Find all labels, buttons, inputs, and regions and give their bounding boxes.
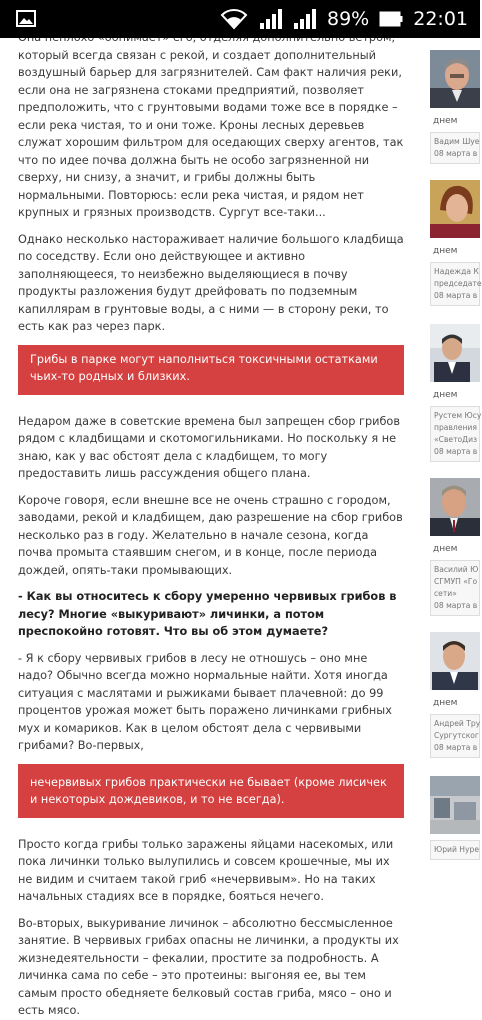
card-caption-line: СГМУП «Го: [434, 577, 478, 586]
battery-percent: 89%: [327, 8, 370, 30]
card-caption-line: 08 марта в: [434, 291, 478, 300]
article-paragraph: Просто когда грибы только заражены яйцами насекомых, или пока личинки только вылупились и совсем крошечные, мы их не видим и считаем такой гриб «нечервивым». Но на таких начальных стадиях все в порядке, бояться нечего.: [18, 837, 394, 903]
person-photo[interactable]: [430, 478, 480, 536]
person-photo[interactable]: [430, 632, 480, 690]
card-caption-line: председате: [434, 279, 482, 288]
sidebar-card[interactable]: [430, 324, 480, 462]
gallery-icon: [16, 10, 36, 27]
article-paragraph: который всегда связан с рекой, и создает дополнительный воздушный барьер для загрязнителей. Сам факт наличия реки, если она не загрязнена стоками предприятий, позволяет предположить, что с грунтовыми водами тоже все в порядке – если река чистая, то и они тоже. Кроны лесных деревьев служат хорошим фильтром для оседающих сверху агентов, так что по идее почва должна быть не особо загрязненной ни сверху, ни снизу, а значит, и грибы должны быть нормальными. Повторюсь: если река чистая, и рядом нет крупных и грязных производств. Сургут все-таки...: [18, 48, 404, 219]
status-bar: [0, 0, 480, 38]
pull-quote: Грибы в парке могут наполниться токсичными остатками чьих-то родных и близких.: [18, 345, 404, 395]
signal-icon: [293, 8, 317, 30]
clock: 22:01: [413, 8, 468, 30]
article-paragraph: Короче говоря, если внешне все не очень страшно с городом, заводами, рекой и кладбищем, даю разрешение на сбор грибов несколько раз в году. Желательно в начале сезона, когда почва промыта стаявшим снегом, и в конце, после периода дождей, опять-таки промывающих.: [18, 493, 403, 577]
person-photo[interactable]: [430, 776, 480, 834]
article-paragraph: Во-вторых, выкуривание личинок – абсолютно бессмысленное занятие. В червивых грибах опасны не личинки, а продукты их жизнедеятельности – фекалии, простите за подробность. А личинка сама по себе – это протеины: выгоняя ее, вы тем самым просто обедняете белковый состав гриба, мясо – оно и есть мясо.: [18, 916, 399, 1017]
person-photo[interactable]: [430, 324, 480, 382]
sidebar-card[interactable]: [430, 478, 480, 616]
sidebar-people: [430, 38, 480, 854]
card-caption-line: 08 марта в: [434, 743, 478, 752]
card-caption-line: Вадим Шуе: [434, 137, 480, 146]
card-caption: [430, 714, 480, 758]
card-caption-line: Сургутског: [434, 731, 479, 740]
card-caption: [430, 840, 480, 860]
wifi-icon: [219, 8, 249, 30]
card-caption: [430, 406, 480, 462]
article-paragraph: Недаром даже в советские времена был запрещен сбор грибов рядом с кладбищами и скотомогильниками. Но поскольку я не знаю, как у вас обстоят дела с кладбищем, то могу предоставить лишь рассуждения общего плана.: [18, 414, 400, 480]
pull-quote: нечервивых грибов практически не бывает (кроме лисичек и некоторых дождевиков, и то не всегда).: [18, 764, 404, 818]
card-caption: [430, 262, 480, 306]
article-paragraph: Однако несколько настораживает наличие большого кладбища по соседству. Если оно действующее и активно заполняющееся, то неизбежно выделяющиеся в почву продукты разложения будут дрейфовать по подземным капиллярам в грунтовые воды, а с ними — в сторону реки, то есть как раз через парк.: [18, 232, 404, 333]
person-photo[interactable]: [430, 180, 480, 238]
interview-question: - Как вы относитесь к сбору умеренно червивых грибов в лесу? Многие «выкуривают» личинки, а потом преспокойно готовят. Что вы об этом думаете?: [18, 590, 397, 638]
battery-icon: [379, 11, 403, 27]
signal-icon: [259, 8, 283, 30]
card-caption-line: Василий Ю: [434, 565, 479, 574]
sidebar-card[interactable]: [430, 50, 480, 164]
card-caption-line: Юрий Нуре: [434, 845, 479, 854]
card-caption-line: «СветоДиз: [434, 435, 478, 444]
card-label: днем: [433, 698, 458, 708]
card-label: днем: [433, 116, 458, 126]
card-caption-line: Андрей Тру: [434, 719, 481, 728]
sidebar-card[interactable]: [430, 180, 480, 306]
card-label: днем: [433, 390, 458, 400]
interview-answer: - Я к сбору червивых грибов в лесу не отношусь – оно мне надо? Обычно всегда можно нормальные найти. Хотя иногда ситуация с маслятами и рыжиками бывает плачевной: до 99 процентов урожая может быть поражено личинками грибных мух и комариков. Как в целом обстоят дела с червивыми грибами? Во-первых,: [18, 651, 392, 752]
card-caption-line: Рустем Юсу: [434, 411, 482, 420]
card-caption: [430, 560, 480, 616]
card-caption-line: Надежда К: [434, 267, 479, 276]
card-caption-line: 08 марта в: [434, 447, 478, 456]
card-caption-line: сети»: [434, 589, 457, 598]
sidebar-card[interactable]: [430, 776, 480, 860]
person-photo[interactable]: [430, 50, 480, 108]
card-label: днем: [433, 246, 458, 256]
card-label: днем: [433, 544, 458, 554]
card-caption-line: 08 марта в: [434, 601, 478, 610]
sidebar-card[interactable]: [430, 632, 480, 758]
card-caption-line: правления: [434, 423, 477, 432]
article-body: [0, 38, 422, 1017]
card-caption-line: 08 марта в: [434, 149, 478, 158]
card-caption: [430, 132, 480, 164]
